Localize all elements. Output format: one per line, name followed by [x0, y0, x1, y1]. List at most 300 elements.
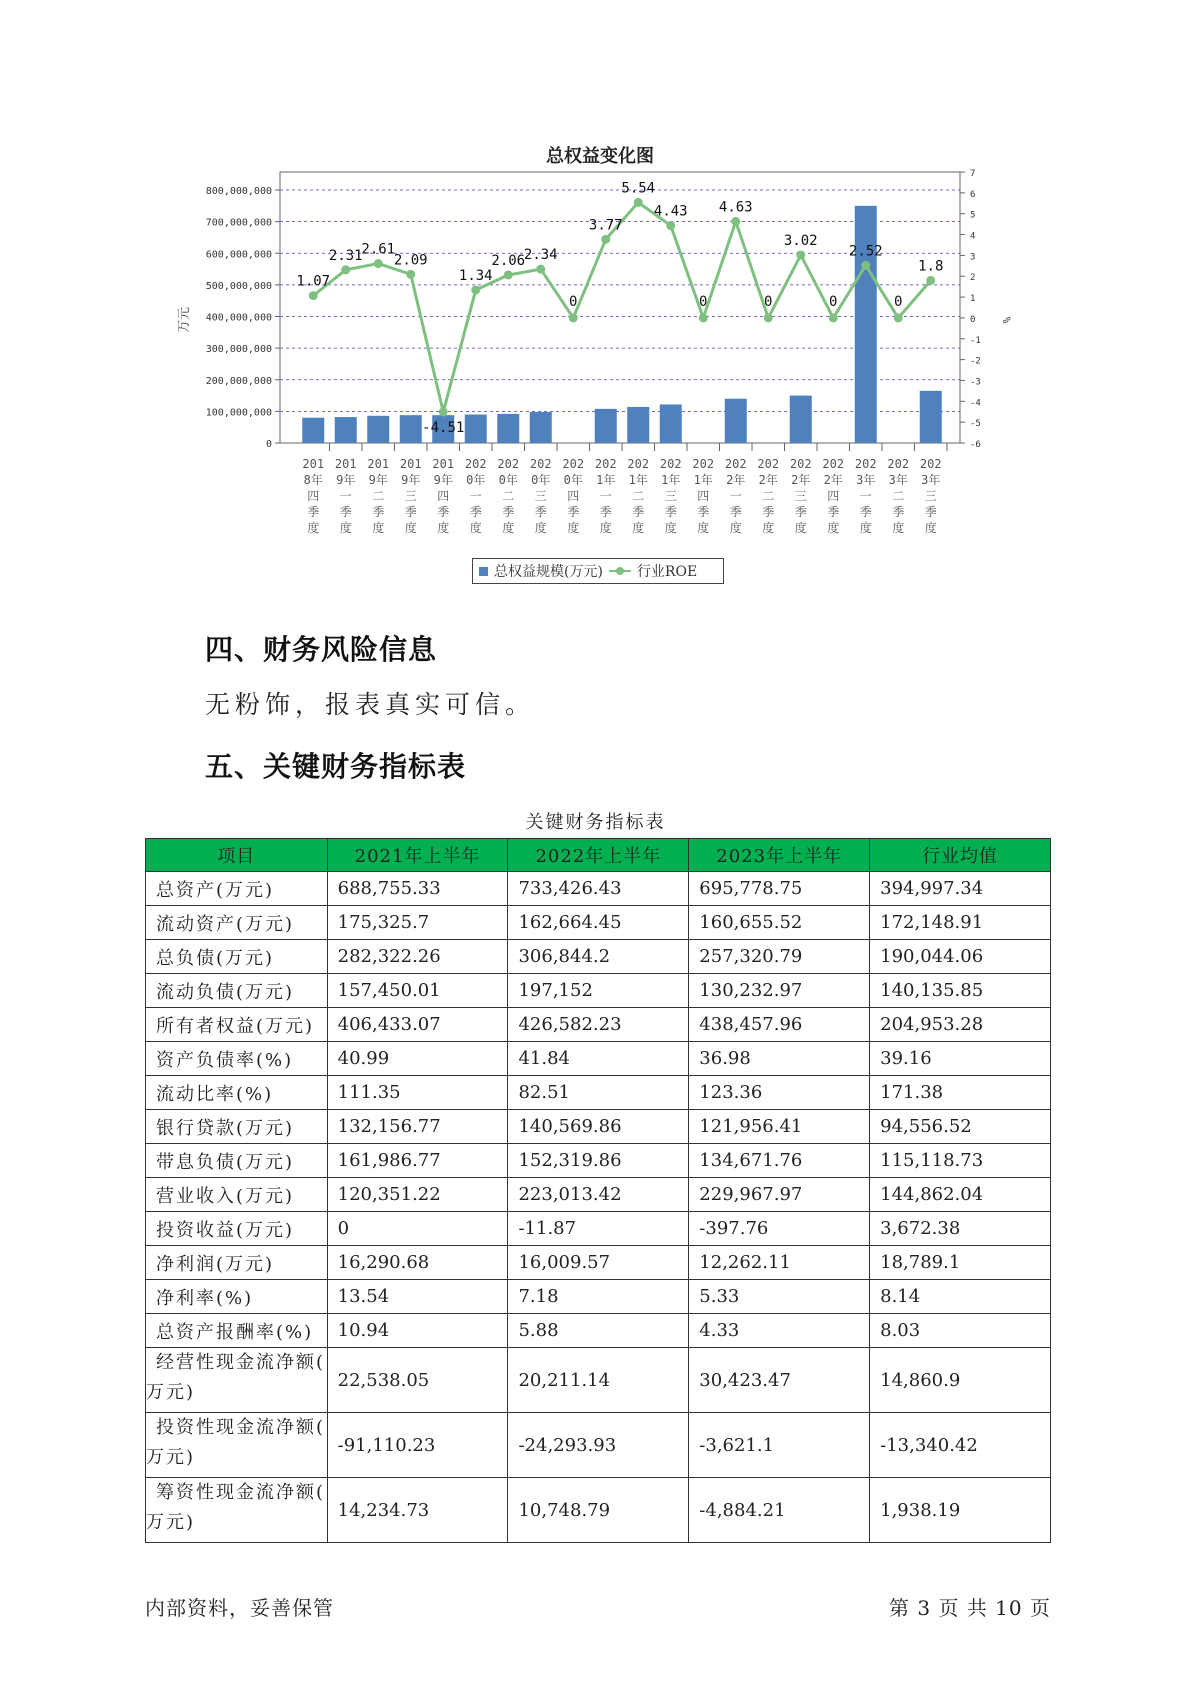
x-tick-label: 四 [697, 489, 710, 503]
roe-point [926, 276, 935, 285]
x-tick-label: 9年 [401, 473, 421, 487]
x-tick-label: 201 [367, 457, 390, 471]
bar [530, 412, 552, 443]
y2-tick-label: -5 [970, 419, 981, 430]
y-tick-label: 600,000,000 [205, 249, 272, 261]
roe-data-label: 3.77 [588, 217, 623, 234]
roe-point [634, 198, 643, 207]
section4-heading: 四、财务风险信息 [205, 633, 438, 666]
x-tick-label: 季 [827, 505, 840, 519]
x-tick-label: 1年 [596, 473, 616, 487]
value-cell: 82.51 [508, 1076, 689, 1110]
roe-point [666, 221, 675, 230]
x-tick-label: 度 [404, 521, 417, 535]
x-tick-label: 9年 [433, 473, 453, 487]
x-tick-label: 8年 [303, 473, 323, 487]
header-cell: 2022年上半年 [508, 839, 689, 872]
x-tick-label: 2年 [726, 473, 746, 487]
row-label-cell: 净利润(万元) [146, 1246, 328, 1280]
x-tick-label: 季 [404, 505, 417, 519]
y2-tick-label: 0 [970, 314, 976, 325]
x-tick-label: 季 [794, 505, 807, 519]
row-label-cell: 总负债(万元) [146, 940, 328, 974]
row-label-cell: 银行贷款(万元) [146, 1110, 328, 1144]
x-tick-label: 一 [859, 489, 872, 503]
value-cell: 41.84 [508, 1042, 689, 1076]
value-cell: 134,671.76 [689, 1144, 870, 1178]
value-cell: 394,997.34 [870, 872, 1051, 906]
roe-data-label: 0 [764, 293, 773, 310]
x-tick-label: 9年 [336, 473, 356, 487]
y-tick-label: 800,000,000 [205, 186, 272, 197]
roe-point [341, 265, 350, 274]
roe-point [894, 313, 903, 322]
x-tick-label: 0年 [531, 473, 551, 487]
header-cell: 2021年上半年 [327, 839, 508, 872]
x-tick-label: 二 [632, 489, 645, 503]
roe-data-label: 1.8 [918, 258, 944, 275]
value-cell: 190,044.06 [870, 940, 1051, 974]
table-row [146, 1008, 1051, 1042]
value-cell: 175,325.7 [327, 906, 508, 940]
table-row [146, 1413, 1051, 1478]
roe-data-label: 1.07 [296, 273, 331, 290]
x-tick-label: 度 [892, 521, 905, 535]
roe-data-label: 2.09 [393, 252, 428, 269]
y2-tick-label: -3 [970, 377, 981, 388]
bar [920, 391, 942, 443]
table-row [146, 1280, 1051, 1314]
x-tick-label: 0年 [466, 473, 486, 487]
roe-data-label: 2.31 [328, 247, 363, 264]
x-tick-label: 一 [599, 489, 612, 503]
roe-point [471, 285, 480, 294]
x-tick-label: 1年 [693, 473, 713, 487]
row-label-cell [146, 1478, 328, 1543]
value-cell: -4,884.21 [689, 1478, 870, 1543]
x-tick-label: 2年 [758, 473, 778, 487]
x-tick-label: 度 [469, 521, 482, 535]
section4-text: 无粉饰，报表真实可信。 [205, 690, 536, 719]
row-label-line1: 投资性现金流净额( [156, 1417, 326, 1438]
table-row [146, 1178, 1051, 1212]
chart-title: 总权益变化图 [546, 146, 654, 167]
value-cell: 121,956.41 [689, 1110, 870, 1144]
table-row [146, 974, 1051, 1008]
x-tick-label: 季 [762, 505, 775, 519]
x-tick-label: 3年 [856, 473, 876, 487]
x-tick-label: 二 [762, 489, 775, 503]
row-label-cell: 流动资产(万元) [146, 906, 328, 940]
x-tick-label: 201 [432, 457, 455, 471]
value-cell: -13,340.42 [870, 1413, 1051, 1478]
x-tick-label: 一 [339, 489, 352, 503]
value-cell: 8.14 [870, 1280, 1051, 1314]
x-tick-label: 度 [599, 521, 612, 535]
table-header-row [146, 839, 1051, 872]
x-tick-label: 3年 [921, 473, 941, 487]
value-cell: 197,152 [508, 974, 689, 1008]
x-tick-label: 2年 [791, 473, 811, 487]
x-tick-label: 度 [502, 521, 515, 535]
roe-line [313, 202, 931, 412]
footer-page-number: 第 3 页 共 10 页 [889, 1596, 1051, 1620]
x-tick-label: 季 [534, 505, 547, 519]
x-tick-label: 二 [892, 489, 905, 503]
x-tick-label: 度 [372, 521, 385, 535]
value-cell: 229,967.97 [689, 1178, 870, 1212]
x-tick-label: 三 [534, 489, 547, 503]
x-tick-label: 度 [729, 521, 742, 535]
x-tick-label: 202 [529, 457, 552, 471]
x-tick-label: 四 [307, 489, 320, 503]
x-tick-label: 三 [664, 489, 677, 503]
value-cell: 132,156.77 [327, 1110, 508, 1144]
value-cell: 130,232.97 [689, 974, 870, 1008]
y2-tick-label: 1 [970, 294, 976, 305]
roe-data-label: 0 [894, 293, 903, 310]
x-tick-label: 三 [924, 489, 937, 503]
y2-tick-label: -2 [970, 356, 981, 367]
x-tick-label: 二 [372, 489, 385, 503]
x-tick-label: 度 [534, 521, 547, 535]
value-cell: 14,860.9 [870, 1348, 1051, 1413]
value-cell: 282,322.26 [327, 940, 508, 974]
row-label-line1: 筹资性现金流净额( [156, 1482, 326, 1503]
y2-tick-label: -4 [970, 398, 981, 409]
y-tick-label: 300,000,000 [205, 344, 272, 356]
row-label-cell [146, 1413, 328, 1478]
value-cell: 16,009.57 [508, 1246, 689, 1280]
value-cell: 22,538.05 [327, 1348, 508, 1413]
row-label-cell: 总资产(万元) [146, 872, 328, 906]
x-tick-label: 201 [399, 457, 422, 471]
bar [595, 409, 617, 443]
roe-data-label: 4.43 [653, 203, 688, 220]
y-tick-label: 0 [265, 439, 272, 450]
x-tick-label: 0年 [563, 473, 583, 487]
roe-data-label: 2.61 [361, 241, 396, 258]
x-tick-label: 1年 [661, 473, 681, 487]
row-label-line1: 经营性现金流净额( [156, 1352, 326, 1373]
bar [627, 407, 649, 443]
roe-point [504, 270, 513, 279]
row-label-cell: 营业收入(万元) [146, 1178, 328, 1212]
x-tick-label: 季 [502, 505, 515, 519]
table-row [146, 1042, 1051, 1076]
value-cell: 8.03 [870, 1314, 1051, 1348]
x-tick-label: 1年 [628, 473, 648, 487]
x-tick-label: 202 [562, 457, 585, 471]
roe-point [374, 259, 383, 268]
roe-point [829, 313, 838, 322]
table-row [146, 940, 1051, 974]
value-cell: 39.16 [870, 1042, 1051, 1076]
x-tick-label: 季 [437, 505, 450, 519]
table-row [146, 1076, 1051, 1110]
x-tick-label: 度 [437, 521, 450, 535]
x-tick-label: 季 [632, 505, 645, 519]
x-tick-label: 0年 [498, 473, 518, 487]
value-cell: 7.18 [508, 1280, 689, 1314]
x-tick-label: 季 [599, 505, 612, 519]
value-cell: 0 [327, 1212, 508, 1246]
table-row [146, 1246, 1051, 1280]
x-tick-label: 度 [859, 521, 872, 535]
x-tick-label: 202 [627, 457, 650, 471]
x-tick-label: 度 [924, 521, 937, 535]
header-cell: 项目 [146, 839, 328, 872]
row-label-cell: 流动负债(万元) [146, 974, 328, 1008]
value-cell: -3,621.1 [689, 1413, 870, 1478]
row-label-cell: 净利率(%) [146, 1280, 328, 1314]
bar [400, 415, 422, 443]
bar [790, 396, 812, 443]
legend-bar-swatch [479, 567, 488, 576]
roe-data-label: -4.51 [422, 419, 465, 436]
bar [465, 415, 487, 443]
row-label-line2: 万元) [146, 1447, 196, 1468]
chart-legend [472, 558, 724, 584]
roe-data-label: 4.63 [718, 199, 753, 216]
value-cell: 426,582.23 [508, 1008, 689, 1042]
x-tick-label: 度 [697, 521, 710, 535]
x-tick-label: 季 [729, 505, 742, 519]
value-cell: 144,862.04 [870, 1178, 1051, 1212]
y-tick-label: 200,000,000 [205, 375, 272, 387]
roe-data-label: 2.34 [523, 247, 558, 264]
x-tick-label: 四 [437, 489, 450, 503]
x-tick-label: 季 [664, 505, 677, 519]
x-tick-label: 度 [827, 521, 840, 535]
x-tick-label: 202 [724, 457, 747, 471]
value-cell: -11.87 [508, 1212, 689, 1246]
table-row [146, 1144, 1051, 1178]
value-cell: 171.38 [870, 1076, 1051, 1110]
roe-data-label: 2.52 [848, 243, 883, 260]
value-cell: 695,778.75 [689, 872, 870, 906]
table-row [146, 1314, 1051, 1348]
x-tick-label: 202 [789, 457, 812, 471]
chart-canvas [150, 130, 1050, 560]
bar [855, 206, 877, 443]
value-cell: 4.33 [689, 1314, 870, 1348]
row-label-cell: 投资收益(万元) [146, 1212, 328, 1246]
x-tick-label: 四 [567, 489, 580, 503]
y-tick-label: 100,000,000 [205, 407, 272, 419]
x-tick-label: 度 [664, 521, 677, 535]
value-cell: 10.94 [327, 1314, 508, 1348]
roe-point [536, 265, 545, 274]
table-row [146, 1348, 1051, 1413]
value-cell: -24,293.93 [508, 1413, 689, 1478]
y-tick-label: 500,000,000 [205, 280, 272, 292]
table-row [146, 906, 1051, 940]
x-tick-label: 202 [822, 457, 845, 471]
bar [367, 416, 389, 443]
value-cell: 733,426.43 [508, 872, 689, 906]
value-cell: 157,450.01 [327, 974, 508, 1008]
x-tick-label: 202 [497, 457, 520, 471]
row-label-line2: 万元) [146, 1382, 196, 1403]
y2-tick-label: 7 [970, 169, 976, 179]
table-caption: 关键财务指标表 [525, 812, 666, 833]
x-tick-label: 三 [794, 489, 807, 503]
value-cell: 20,211.14 [508, 1348, 689, 1413]
legend-bar-label: 总权益规模(万元) [494, 564, 603, 580]
value-cell: 160,655.52 [689, 906, 870, 940]
y-tick-label: 400,000,000 [205, 312, 272, 324]
x-tick-label: 季 [372, 505, 385, 519]
table-row [146, 872, 1051, 906]
roe-data-label: 3.02 [783, 232, 818, 249]
value-cell: 111.35 [327, 1076, 508, 1110]
row-label-cell: 所有者权益(万元) [146, 1008, 328, 1042]
roe-point [796, 250, 805, 259]
value-cell: 18,789.1 [870, 1246, 1051, 1280]
roe-data-label: 1.34 [458, 267, 493, 284]
roe-data-label: 0 [699, 293, 708, 310]
x-tick-label: 202 [594, 457, 617, 471]
bar [660, 404, 682, 443]
y2-tick-label: 4 [970, 231, 976, 242]
value-cell: 115,118.73 [870, 1144, 1051, 1178]
value-cell: 688,755.33 [327, 872, 508, 906]
footer-confidential: 内部资料，妥善保管 [145, 1596, 334, 1620]
y2-axis-label: % [1000, 316, 1013, 324]
value-cell: 204,953.28 [870, 1008, 1051, 1042]
x-tick-label: 一 [729, 489, 742, 503]
x-tick-label: 度 [567, 521, 580, 535]
value-cell: 14,234.73 [327, 1478, 508, 1543]
x-tick-label: 季 [567, 505, 580, 519]
x-tick-label: 季 [339, 505, 352, 519]
x-tick-label: 202 [692, 457, 715, 471]
y-tick-label: 700,000,000 [205, 217, 272, 229]
x-tick-label: 季 [469, 505, 482, 519]
value-cell: 3,672.38 [870, 1212, 1051, 1246]
x-tick-label: 二 [502, 489, 515, 503]
bar [497, 414, 519, 443]
header-cell: 2023年上半年 [689, 839, 870, 872]
x-tick-label: 202 [464, 457, 487, 471]
y2-tick-label: 6 [970, 189, 976, 200]
value-cell: 120,351.22 [327, 1178, 508, 1212]
value-cell: 306,844.2 [508, 940, 689, 974]
x-tick-label: 季 [892, 505, 905, 519]
value-cell: 40.99 [327, 1042, 508, 1076]
y2-tick-label: 5 [970, 210, 976, 221]
x-tick-label: 202 [757, 457, 780, 471]
value-cell: 10,748.79 [508, 1478, 689, 1543]
table-row [146, 1478, 1051, 1543]
row-label-cell: 带息负债(万元) [146, 1144, 328, 1178]
value-cell: -397.76 [689, 1212, 870, 1246]
x-tick-label: 3年 [888, 473, 908, 487]
row-label-line2: 万元) [146, 1512, 196, 1533]
x-tick-label: 季 [307, 505, 320, 519]
roe-point [764, 313, 773, 322]
legend-line-swatch [609, 566, 631, 576]
bar [302, 418, 324, 443]
roe-point [309, 291, 318, 300]
x-tick-label: 201 [334, 457, 357, 471]
value-cell: 172,148.91 [870, 906, 1051, 940]
x-tick-label: 季 [697, 505, 710, 519]
value-cell: 406,433.07 [327, 1008, 508, 1042]
x-tick-label: 度 [339, 521, 352, 535]
x-tick-label: 202 [919, 457, 942, 471]
x-tick-label: 度 [632, 521, 645, 535]
value-cell: 438,457.96 [689, 1008, 870, 1042]
value-cell: 5.88 [508, 1314, 689, 1348]
x-tick-label: 一 [469, 489, 482, 503]
x-tick-label: 2年 [823, 473, 843, 487]
value-cell: 94,556.52 [870, 1110, 1051, 1144]
roe-data-label: 5.54 [621, 180, 656, 197]
x-tick-label: 度 [762, 521, 775, 535]
value-cell: 257,320.79 [689, 940, 870, 974]
x-tick-label: 三 [404, 489, 417, 503]
y2-tick-label: -6 [970, 440, 981, 450]
value-cell: 161,986.77 [327, 1144, 508, 1178]
x-tick-label: 202 [887, 457, 910, 471]
roe-point [601, 235, 610, 244]
x-tick-label: 度 [307, 521, 320, 535]
legend-line-label: 行业ROE [636, 564, 698, 580]
table-row [146, 1212, 1051, 1246]
roe-point [569, 313, 578, 322]
value-cell: 36.98 [689, 1042, 870, 1076]
x-tick-label: 9年 [368, 473, 388, 487]
roe-point [861, 261, 870, 270]
table-row [146, 1110, 1051, 1144]
value-cell: 1,938.19 [870, 1478, 1051, 1543]
roe-point [406, 270, 415, 279]
y2-tick-label: -1 [970, 335, 981, 346]
roe-point [699, 313, 708, 322]
x-tick-label: 季 [859, 505, 872, 519]
value-cell: 12,262.11 [689, 1246, 870, 1280]
value-cell: -91,110.23 [327, 1413, 508, 1478]
value-cell: 30,423.47 [689, 1348, 870, 1413]
roe-point [439, 407, 448, 416]
row-label-cell: 资产负债率(%) [146, 1042, 328, 1076]
section5-heading: 五、关键财务指标表 [205, 750, 467, 783]
value-cell: 140,569.86 [508, 1110, 689, 1144]
roe-data-label: 0 [829, 293, 838, 310]
row-label-cell: 流动比率(%) [146, 1076, 328, 1110]
roe-data-label: 2.06 [491, 252, 526, 269]
value-cell: 152,319.86 [508, 1144, 689, 1178]
x-tick-label: 202 [659, 457, 682, 471]
value-cell: 162,664.45 [508, 906, 689, 940]
x-tick-label: 度 [794, 521, 807, 535]
y-axis-label: 万元 [177, 306, 192, 334]
row-label-cell: 总资产报酬率(%) [146, 1314, 328, 1348]
equity-chart [150, 130, 1050, 600]
y2-tick-label: 2 [970, 273, 976, 284]
x-tick-label: 季 [924, 505, 937, 519]
row-label-cell [146, 1348, 328, 1413]
x-tick-label: 202 [854, 457, 877, 471]
value-cell: 123.36 [689, 1076, 870, 1110]
roe-point [731, 217, 740, 226]
value-cell: 223,013.42 [508, 1178, 689, 1212]
kpi-table [145, 838, 1051, 1543]
x-tick-label: 201 [302, 457, 325, 471]
bar [725, 399, 747, 443]
